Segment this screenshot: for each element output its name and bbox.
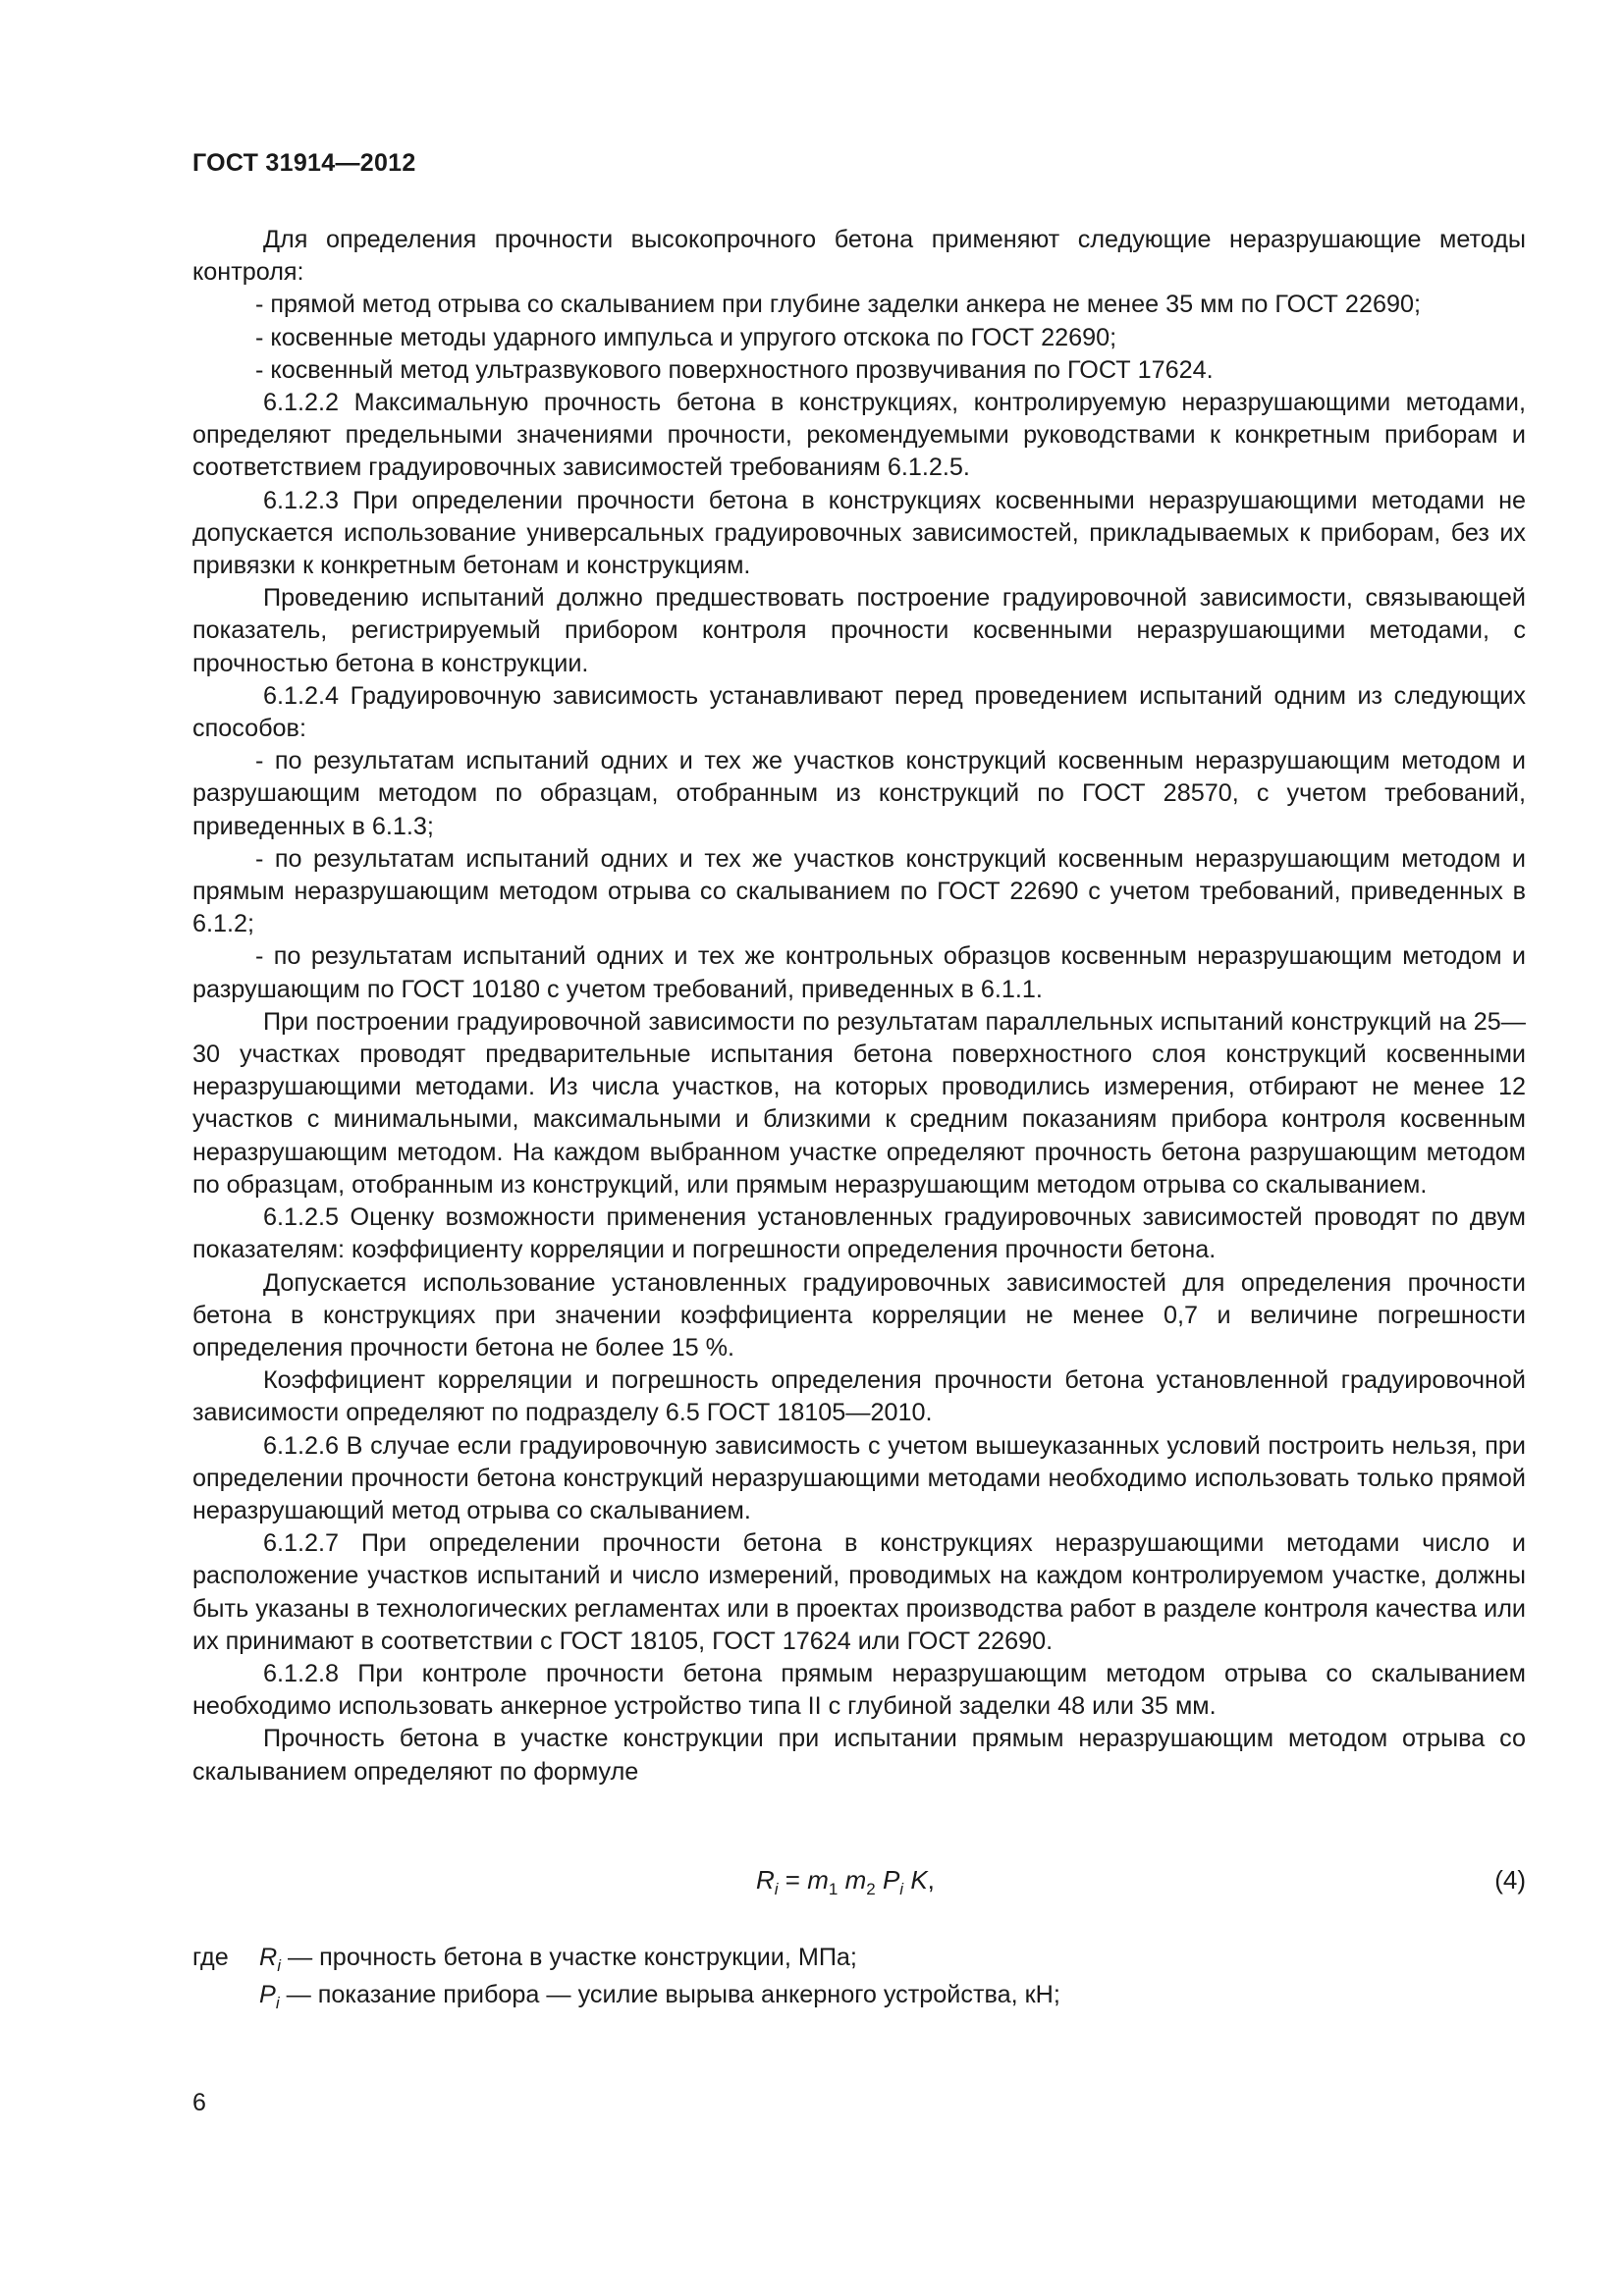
paragraph-6-1-2-7: 6.1.2.7 При определении прочности бетона в конструкциях неразрушающими методами число и расположение участков испытаний и число измерений, проводимых на каждом контролируемом участке, должны быть указаны в технологических регламентах или в проектах производства работ в разделе контроля качества или их принимают в соответствии с ГОСТ 18105, ГОСТ 17624 или ГОСТ 22690. bbox=[192, 1529, 1526, 1655]
page-number: 6 bbox=[192, 2089, 206, 2116]
paragraph-6-1-2-3: 6.1.2.3 При определении прочности бетона в конструкциях косвенными неразрушающими методами не допускается использование универсальных градуировочных зависимостей, прикладываемых к приборам, без их привязки к конкретным бетонам и конструкциям. bbox=[192, 486, 1526, 580]
body-text bbox=[192, 224, 1526, 1789]
paragraph-calibration-prereq: Проведению испытаний должно предшествовать построение градуировочной зависимости, связывающей показатель, регистрируемый прибором контроля прочности косвенными неразрушающими методами, с прочностью бетона в конструкции. bbox=[192, 584, 1526, 677]
paragraph-parallel-tests: При построении градуировочной зависимости по результатам параллельных испытаний конструкций на 25—30 участках проводят предварительные испытания бетона поверхностного слоя конструкций косвенными неразрушающими методами. Из числа участков, на которых проводились измерения, отбирают не менее 12 участков с минимальными, максимальными и близкими к средним показаниям прибора контроля косвенным неразрушающим методом. На каждом выбранном участке определяют прочность бетона разрушающим методом по образцам, отобранным из конструкций, или прямым неразрушающим методом отрыва со скалыванием. bbox=[192, 1007, 1526, 1199]
paragraph-correlation-ref: Коэффициент корреляции и погрешность определения прочности бетона установленной градуировочной зависимости определяют по подразделу 6.5 ГОСТ 18105—2010. bbox=[192, 1366, 1526, 1427]
list-item-method-c: - по результатам испытаний одних и тех же контрольных образцов косвенным неразрушающим методом и разрушающим по ГОСТ 10180 с учетом требований, приведенных в 6.1.1. bbox=[192, 942, 1526, 1003]
paragraph-6-1-2-4: 6.1.2.4 Градуировочную зависимость устанавливают перед проведением испытаний одним из следующих способов: bbox=[192, 681, 1526, 743]
list-item-method-b: - по результатам испытаний одних и тех же участков конструкций косвенным неразрушающим методом и прямым неразрушающим методом отрыва со скалыванием по ГОСТ 22690 с учетом требований, приведенных в 6.1.2; bbox=[192, 844, 1526, 938]
formula-4: $R_i = m_1$ $m_2$ $P_i$ K, bbox=[756, 1865, 935, 1898]
paragraph-formula-intro: Прочность бетона в участке конструкции при испытании прямым неразрушающим методом отрыва со скалыванием определяют по формуле bbox=[192, 1725, 1526, 1786]
paragraph-6-1-2-5: 6.1.2.5 Оценку возможности применения установленных градуировочных зависимостей проводят по двум показателям: коэффициенту корреляции и погрешности определения прочности бетона. bbox=[192, 1203, 1526, 1264]
document-header: ГОСТ 31914—2012 bbox=[192, 149, 416, 177]
paragraph-6-1-2-2: 6.1.2.2 Максимальную прочность бетона в конструкциях, контролируемую неразрушающими методами, определяют предельными значениями прочности, рекомендуемыми руководствами к конкретным приборам и соответствием градуировочных зависимостей требованиям 6.1.2.5. bbox=[192, 389, 1526, 482]
paragraph-6-1-2-6: 6.1.2.6 В случае если градуировочную зависимость с учетом вышеуказанных условий построить нельзя, при определении прочности бетона конструкций неразрушающими методами необходимо использовать только прямой неразрушающий метод отрыва со скалыванием. bbox=[192, 1431, 1526, 1524]
paragraph-6-1-2-8: 6.1.2.8 При контроле прочности бетона прямым неразрушающим методом отрыва со скалыванием необходимо использовать анкерное устройство типа II с глубиной заделки 48 или 35 мм. bbox=[192, 1659, 1526, 1721]
list-item-method-a: - по результатам испытаний одних и тех же участков конструкций косвенным неразрушающим методом и разрушающим методом по образцам, отобранным из конструкций по ГОСТ 28570, с учетом требований, приведенных в 6.1.3; bbox=[192, 747, 1526, 840]
list-item-ultrasonic-method: - косвенный метод ультразвукового поверхностного прозвучивания по ГОСТ 17624. bbox=[255, 355, 1214, 384]
formula-number: (4) bbox=[1494, 1865, 1526, 1895]
formula-row bbox=[192, 1865, 1526, 1904]
where-label: где bbox=[192, 1944, 229, 1971]
paragraph-intro: Для определения прочности высокопрочного бетона применяют следующие неразрушающие методы контроля: bbox=[192, 226, 1526, 287]
paragraph-correlation-limit: Допускается использование установленных градуировочных зависимостей для определения прочности бетона в конструкциях при значении коэффициента корреляции не менее 0,7 и величине погрешности определения прочности бетона не более 15 %. bbox=[192, 1268, 1526, 1362]
list-item-indirect-methods: - косвенные методы ударного импульса и упругого отскока по ГОСТ 22690; bbox=[255, 323, 1117, 351]
document-page: ГОСТ 31914—2012 Для определения прочности высокопрочного бетона применяют следующие неразрушающие методы контроля: - прямой метод отрыва со скалыванием при глубине заделки анкера не менее 35 мм по ГОСТ 22690; - косвенные методы ударного импульса и упругого отскока по ГОСТ 22690; - косвенный метод ультразвукового поверхностного прозвучивания по ГОСТ 17624. 6.1.2.2 Максимальную прочность бетона в конструкциях, контролируемую неразрушающими методами, определяют предельными значениями прочности, рекомендуемыми руководствами к конкретным приборам и соответствием градуировочных зависимостей требованиям 6.1.2.5. 6.1.2.3 При определении прочности бетона в конструкциях косвенными неразрушающими методами не допускается использование универсальных градуировочных зависимостей, прикладываемых к приборам, без их привязки к конкретным бетонам и конструкциям. Проведению испытаний должно предшествовать построение градуировочной зависимости, связывающей показатель, регистрируемый прибором контроля прочности косвенными неразрушающими методами, с прочностью бетона в конструкции. 6.1.2.4 Градуировочную зависимость устанавливают перед проведением испытаний одним из следующих способов: - по результатам испытаний одних и тех же участков конструкций косвенным неразрушающим методом и разрушающим методом по образцам, отобранным из конструкций по ГОСТ 28570, с учетом требований, приведенных в 6.1.3; - по результатам испытаний одних и тех же участков конструкций косвенным неразрушающим методом и прямым неразрушающим методом отрыва со скалыванием по ГОСТ 22690 с учетом требований, приведенных в 6.1.2; - по результатам испытаний одних и тех же контрольных образцов косвенным неразрушающим методом и разрушающим по ГОСТ 10180 с учетом требований, приведенных в 6.1.1. При построении градуировочной зависимости по результатам параллельных испытаний конструкций на 25—30 участках проводят предварительные испытания бетона поверхностного слоя конструкций косвенными неразрушающими методами. Из числа участков, на которых проводились измерения, отбирают не менее 12 участков с минимальными, максимальными и близкими к средним показаниям прибора контроля косвенным неразрушающим методом. На каждом выбранном участке определяют прочность бетона разрушающим методом по образцам, отобранным из конструкций, или прямым неразрушающим методом отрыва со скалыванием. 6.1.2.5 Оценку возможности применения установленных градуировочных зависимостей проводят по двум показателям: коэффициенту корреляции и погрешности определения прочности бетона. Допускается использование установленных градуировочных зависимостей для определения прочности бетона в конструкциях при значении коэффициента корреляции не менее 0,7 и величине погрешности определения прочности бетона не более 15 %. Коэффициент корреляции и погрешность определения прочности бетона установленной градуировочной зависимости определяют по подразделу 6.5 ГОСТ 18105—2010. 6.1.2.6 В случае если градуировочную зависимость с учетом вышеуказанных условий построить нельзя, при определении прочности бетона конструкций неразрушающими методами необходимо использовать только прямой неразрушающий метод отрыва со скалыванием. 6.1.2.7 При определении прочности бетона в конструкциях неразрушающими методами число и расположение участков испытаний и число измерений, проводимых на каждом контролируемом участке, должны быть указаны в технологических регламентах или в проектах производства работ в разделе контроля качества или их принимают в соответствии с ГОСТ 18105, ГОСТ 17624 или ГОСТ 22690. 6.1.2.8 При контроле прочности бетона прямым неразрушающим методом отрыва со скалыванием необходимо использовать анкерное устройство типа II с глубиной заделки 48 или 35 мм. Прочность бетона в участке конструкции при испытании прямым неразрушающим методом отрыва со скалыванием определяют по формуле $R_i = m_1$ $m_2$ $P_i$ K, (4) где $R_i$ — прочность бетона в участке конструкции, МПа; $P_i$ — показание прибора — усилие вырыва анкерного устройства, кН; 6 bbox=[0, 0, 1624, 2296]
list-item-direct-method: - прямой метод отрыва со скалыванием при глубине заделки анкера не менее 35 мм по ГОСТ 22690; bbox=[255, 291, 1421, 319]
